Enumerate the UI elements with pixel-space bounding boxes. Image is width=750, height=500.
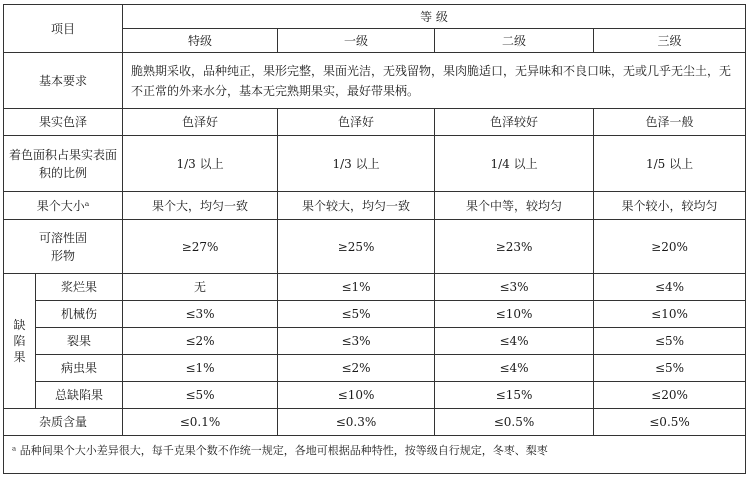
table-cell: 1/3 以上 [123, 136, 278, 192]
table-row [4, 301, 746, 328]
defect-label: 浆烂果 [36, 274, 123, 301]
table-cell: 色泽好 [278, 109, 435, 136]
grade-standard-table [3, 4, 746, 474]
table-row [4, 355, 746, 382]
table-cell: ≤2% [278, 355, 435, 382]
table-cell: 1/3 以上 [278, 136, 435, 192]
table-cell: ≤15% [435, 382, 594, 409]
table-cell: ≤5% [278, 301, 435, 328]
table-cell: 无 [123, 274, 278, 301]
defect-label: 病虫果 [36, 355, 123, 382]
row-label-soluble-solids-text: 可溶性固形物 [38, 230, 87, 263]
table-cell: ≤0.3% [278, 409, 435, 436]
note-row [4, 436, 746, 474]
table-cell: ≤3% [123, 301, 278, 328]
table-cell: ≤4% [435, 328, 594, 355]
basic-requirement-row [4, 53, 746, 109]
header-grade-second: 二级 [435, 29, 594, 53]
row-label-impurity: 杂质含量 [4, 409, 123, 436]
table-cell: ≤0.5% [435, 409, 594, 436]
table-cell: ≤5% [123, 382, 278, 409]
table-cell: ≥20% [594, 220, 746, 274]
table-cell: 果个较大，均匀一致 [278, 192, 435, 220]
defects-group-label [4, 274, 36, 409]
header-grade-special: 特级 [123, 29, 278, 53]
table-cell: ≤5% [594, 328, 746, 355]
row-label-fruit-size: 果个大小ᵃ [4, 192, 123, 220]
basic-requirement-text: 脆熟期采收，品种纯正，果形完整，果面光洁，无残留物，果肉脆适口，无异味和不良口味，无或几乎无尘土，无不正常的外来水分，基本无完熟期果实，最好带果柄。 [123, 53, 746, 109]
row-label-soluble-solids [4, 220, 123, 274]
table-row [4, 220, 746, 274]
row-label-color: 果实色泽 [4, 109, 123, 136]
table-cell: ≤10% [594, 301, 746, 328]
header-grade-cell: 等 级 [123, 5, 746, 29]
footnote: ᵃ 品种间果个大小差异很大，每千克果个数不作统一规定，各地可根据品种特性，按等级自行规定，冬枣、梨枣 [4, 436, 746, 474]
row-label-color-area: 着色面积占果实表面积的比例 [4, 136, 123, 192]
table-cell: ≤4% [594, 274, 746, 301]
table-cell: ≤2% [123, 328, 278, 355]
table-row [4, 109, 746, 136]
table-cell: 果个大，均匀一致 [123, 192, 278, 220]
table-cell: ≤1% [278, 274, 435, 301]
header-item-cell: 项目 [4, 5, 123, 53]
table-cell: 色泽一般 [594, 109, 746, 136]
table-cell: 果个中等，较均匀 [435, 192, 594, 220]
table-cell: ≤4% [435, 355, 594, 382]
table-cell: ≥23% [435, 220, 594, 274]
defect-label: 机械伤 [36, 301, 123, 328]
table-cell: ≤10% [278, 382, 435, 409]
table-row [4, 192, 746, 220]
table-cell: ≤10% [435, 301, 594, 328]
defects-group-label-text: 缺陷果 [13, 317, 26, 364]
table-cell: ≤5% [594, 355, 746, 382]
table-cell: ≤1% [123, 355, 278, 382]
table-cell: 1/4 以上 [435, 136, 594, 192]
defect-label: 总缺陷果 [36, 382, 123, 409]
table-cell: 色泽好 [123, 109, 278, 136]
table-cell: ≤3% [435, 274, 594, 301]
table-row [4, 274, 746, 301]
table-cell: 色泽较好 [435, 109, 594, 136]
basic-requirement-label: 基本要求 [4, 53, 123, 109]
table-cell: 1/5 以上 [594, 136, 746, 192]
header-row-1 [4, 5, 746, 29]
table-cell: ≤20% [594, 382, 746, 409]
table-row [4, 328, 746, 355]
table-cell: ≤0.1% [123, 409, 278, 436]
table-row [4, 409, 746, 436]
header-grade-third: 三级 [594, 29, 746, 53]
table-cell: ≥25% [278, 220, 435, 274]
defect-label: 裂果 [36, 328, 123, 355]
table-cell: ≤3% [278, 328, 435, 355]
table-row [4, 382, 746, 409]
table-cell: ≤0.5% [594, 409, 746, 436]
table-row [4, 136, 746, 192]
table-cell: 果个较小，较均匀 [594, 192, 746, 220]
header-grade-first: 一级 [278, 29, 435, 53]
table-cell: ≥27% [123, 220, 278, 274]
